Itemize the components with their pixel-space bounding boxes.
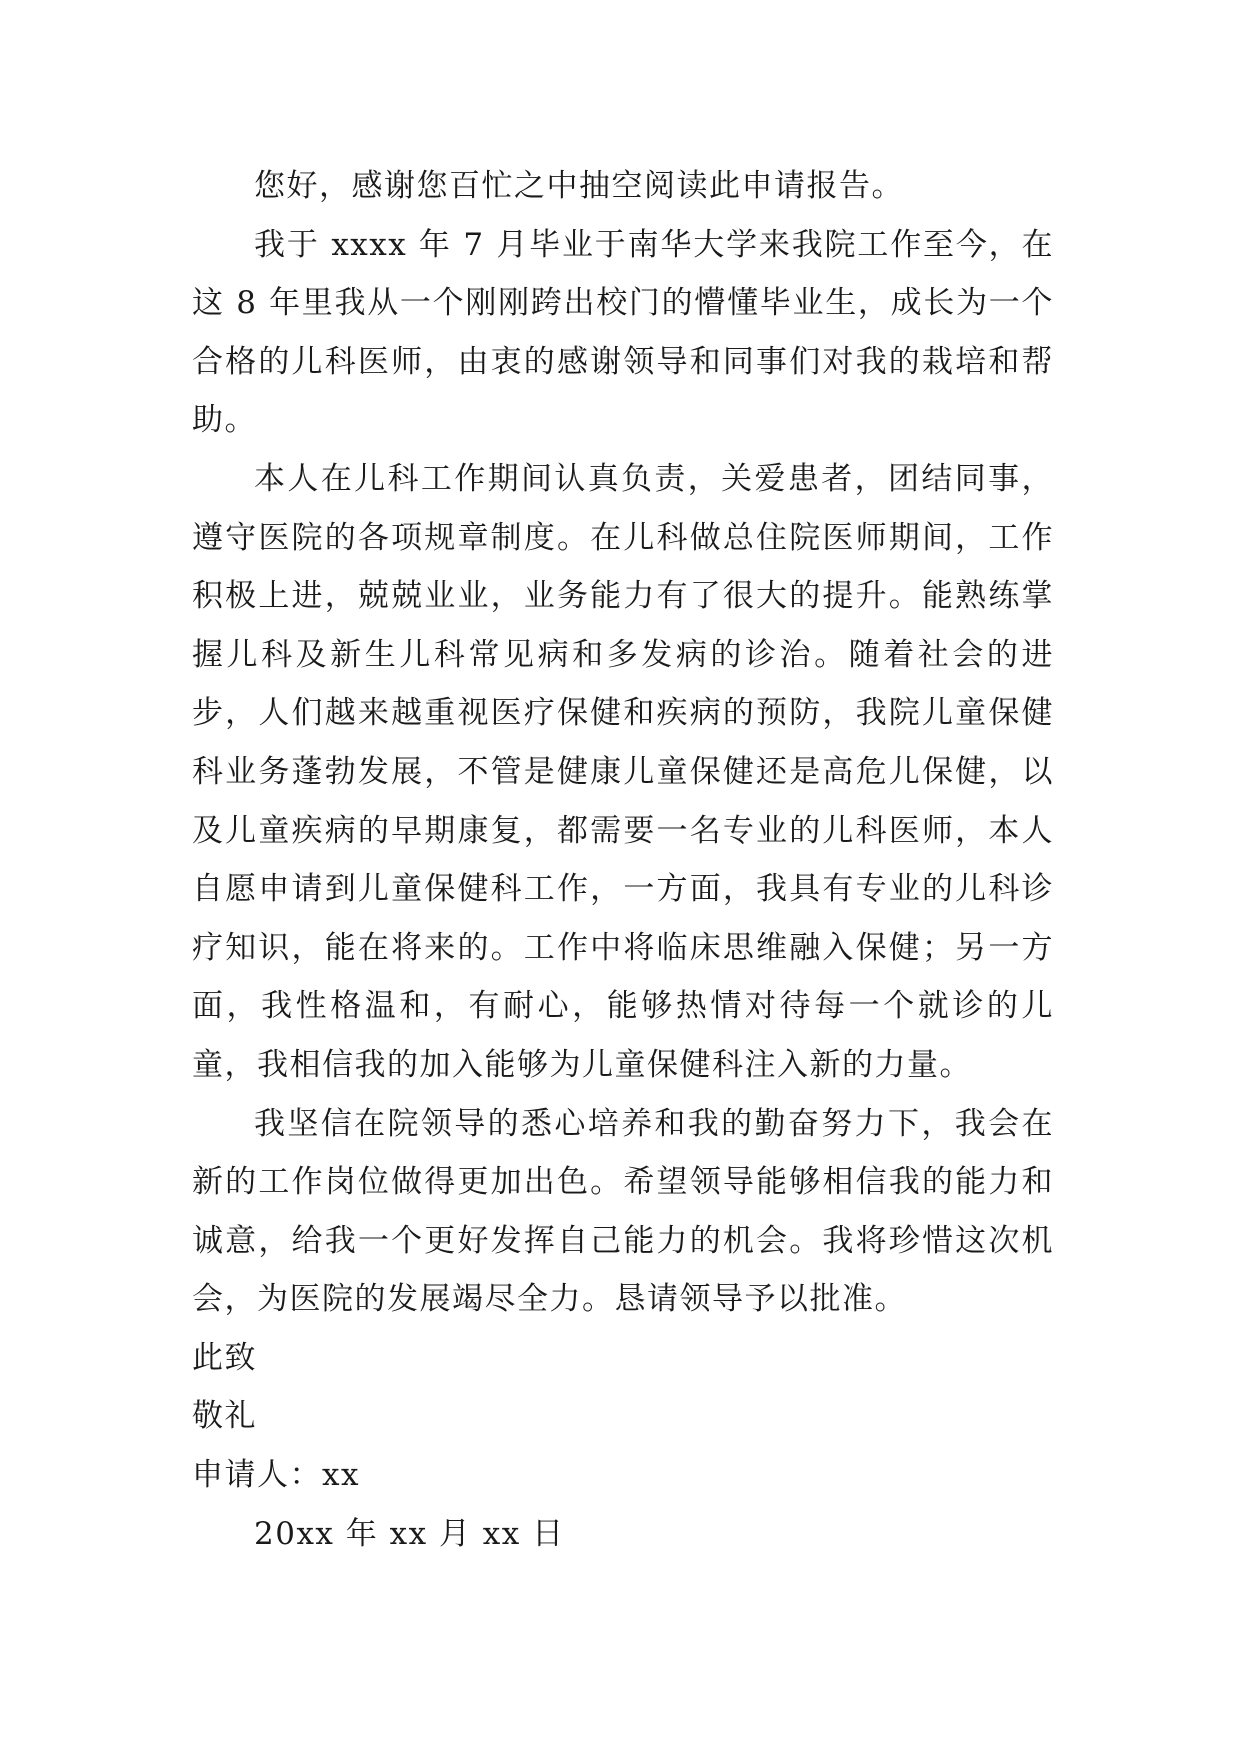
letter-body	[192, 157, 1054, 1563]
commitment-paragraph: 我坚信在院领导的悉心培养和我的勤奋努力下，我会在新的工作岗位做得更加出色。希望领导能够相信我的能力和诚意，给我一个更好发挥自己能力的机会。我将珍惜这次机会，为医院的发展竭尽全力。恳请领导予以批准。	[192, 1105, 1054, 1318]
work-experience-paragraph: 本人在儿科工作期间认真负责，关爱患者，团结同事，遵守医院的各项规章制度。在儿科做总住院医师期间，工作积极上进，兢兢业业，业务能力有了很大的提升。能熟练掌握儿科及新生儿科常见病和多发病的诊治。随着社会的进步，人们越来越重视医疗保健和疾病的预防，我院儿童保健科业务蓬勃发展，不管是健康儿童保健还是高危儿保健，以及儿童疾病的早期康复，都需要一名专业的儿科医师，本人自愿申请到儿童保健科工作，一方面，我具有专业的儿科诊疗知识，能在将来的。工作中将临床思维融入保健；另一方面，我性格温和，有耐心，能够热情对待每一个就诊的儿童，我相信我的加入能够为儿童保健科注入新的力量。	[192, 460, 1054, 1083]
closing-salutation: 此致	[192, 1339, 257, 1376]
letter-date: 20xx 年 xx 月 xx 日	[254, 1515, 565, 1552]
graduation-paragraph: 我于 xxxx 年 7 月毕业于南华大学来我院工作至今，在这 8 年里我从一个刚刚跨出校门的懵懂毕业生，成长为一个合格的儿科医师，由衷的感谢领导和同事们对我的栽培和帮助。	[192, 226, 1054, 439]
greeting-paragraph: 您好，感谢您百忙之中抽空阅读此申请报告。	[254, 168, 904, 204]
closing-regards: 敬礼	[192, 1398, 257, 1435]
applicant-signature: 申请人：xx	[192, 1457, 360, 1494]
